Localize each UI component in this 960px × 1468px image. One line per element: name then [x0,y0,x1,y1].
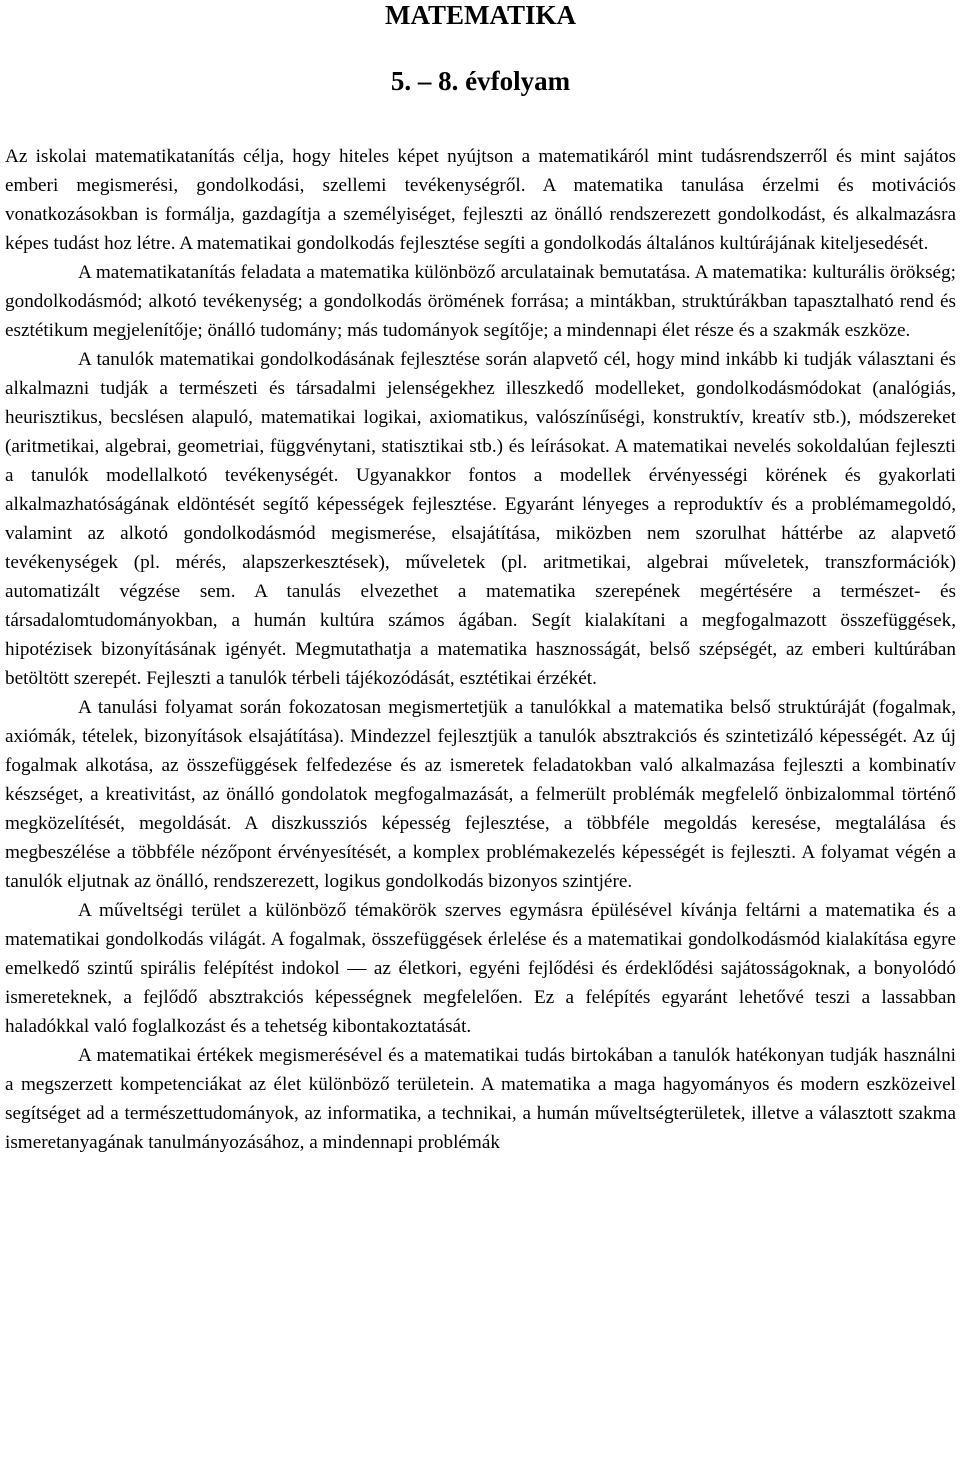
document-body [5,142,956,1157]
paragraph-6: A matematikai értékek megismerésével és a matematikai tudás birtokában a tanulók hatékonyan tudják használni a megszerzett kompetenciákat az élet különböző területein. A matematika a maga hagyományos és modern eszközeivel segítséget ad a természettudományok, az informatika, a technikai, a humán műveltségterületek, illetve a választott szakma ismeretanyagának tanulmányozásához, a mindennapi problémák [5,1045,956,1153]
paragraph-3: A tanulók matematikai gondolkodásának fejlesztése során alapvető cél, hogy mind inkább ki tudják választani és alkalmazni tudják a természeti és társadalmi jelenségekhez illeszkedő modelleket, gondolkodásmódokat (analógiás, heurisztikus, becslésen alapuló, matematikai logikai, axiomatikus, valószínűségi, konstruktív, kreatív stb.), módszereket (aritmetikai, algebrai, geometriai, függvénytani, statisztikai stb.) és leírásokat. A matematikai nevelés sokoldalúan fejleszti a tanulók modellalkotó tevékenységét. Ugyanakkor fontos a modellek érvényességi körének és gyakorlati alkalmazhatóságának eldöntését segítő képességek fejlesztése. Egyaránt lényeges a reproduktív és a problémamegoldó, valamint az alkotó gondolkodásmód megismerése, elsajátítása, miközben nem szorulhat háttérbe az alapvető tevékenységek (pl. mérés, alapszerkesztések), műveletek (pl. aritmetikai, algebrai műveletek, transzformációk) automatizált végzése sem. A tanulás elvezethet a matematika szerepének megértésére a természet- és társadalomtudományokban, a humán kultúra számos ágában. Segít kialakítani a megfogalmazott összefüggések, hipotézisek bizonyításának igényét. Megmutathatja a matematika hasznosságát, belső szépségét, az emberi kultúrában betöltött szerepét. Fejleszti a tanulók térbeli tájékozódását, esztétikai érzékét. [5,349,956,689]
document-title: MATEMATIKA [385,0,576,30]
paragraph-1: Az iskolai matematikatanítás célja, hogy hiteles képet nyújtson a matematikáról mint tudásrendszerről és mint sajátos emberi megismerési, gondolkodási, szellemi tevékenységről. A matematika tanulása érzelmi és motivációs vonatkozásokban is formálja, gazdagítja a személyiséget, fejleszti az önálló rendszerezett gondolkodást, és alkalmazásra képes tudást hoz létre. A matematikai gondolkodás fejlesztése segíti a gondolkodás általános kultúrájának kiteljesedését. [5,146,956,254]
paragraph-2: A matematikatanítás feladata a matematika különböző arculatainak bemutatása. A matematika: kulturális örökség; gondolkodásmód; alkotó tevékenység; a gondolkodás örömének forrása; a mintákban, struktúrákban tapasztalható rend és esztétikum megjelenítője; önálló tudomány; más tudományok segítője; a mindennapi élet része és a szakmák eszköze. [5,262,956,341]
document-page [5,0,956,1157]
paragraph-5: A műveltségi terület a különböző témakörök szerves egymásra épülésével kívánja feltárni a matematika és a matematikai gondolkodás világát. A fogalmak, összefüggések érlelése és a matematikai gondolkodásmód kialakítása egyre emelkedő szintű spirális felépítést indokol — az életkori, egyéni fejlődési és érdeklődési sajátosságoknak, a bonyolódó ismereteknek, a fejlődő absztrakciós képességnek megfelelően. Ez a felépítés egyaránt lehetővé teszi a lassabban haladókkal való foglalkozást és a tehetség kibontakoztatását. [5,900,956,1037]
paragraph-4: A tanulási folyamat során fokozatosan megismertetjük a tanulókkal a matematika belső struktúráját (fogalmak, axiómák, tételek, bizonyítások elsajátítása). Mindezzel fejlesztjük a tanulók absztrakciós és szintetizáló képességét. Az új fogalmak alkotása, az összefüggések felfedezése és az ismeretek feladatokban való alkalmazása fejleszti a kombinatív készséget, a kreativitást, az önálló gondolatok megfogalmazását, a felmerült problémák megfelelő önbizalommal történő megközelítését, megoldását. A diszkussziós képesség fejlesztése, a többféle megoldás keresése, megtalálása és megbeszélése a többféle nézőpont érvényesítését, a komplex problémakezelés képességét is fejleszti. A folyamat végén a tanulók eljutnak az önálló, rendszerezett, logikus gondolkodás bizonyos szintjére. [5,697,956,892]
document-subtitle: 5. – 8. évfolyam [390,66,571,96]
